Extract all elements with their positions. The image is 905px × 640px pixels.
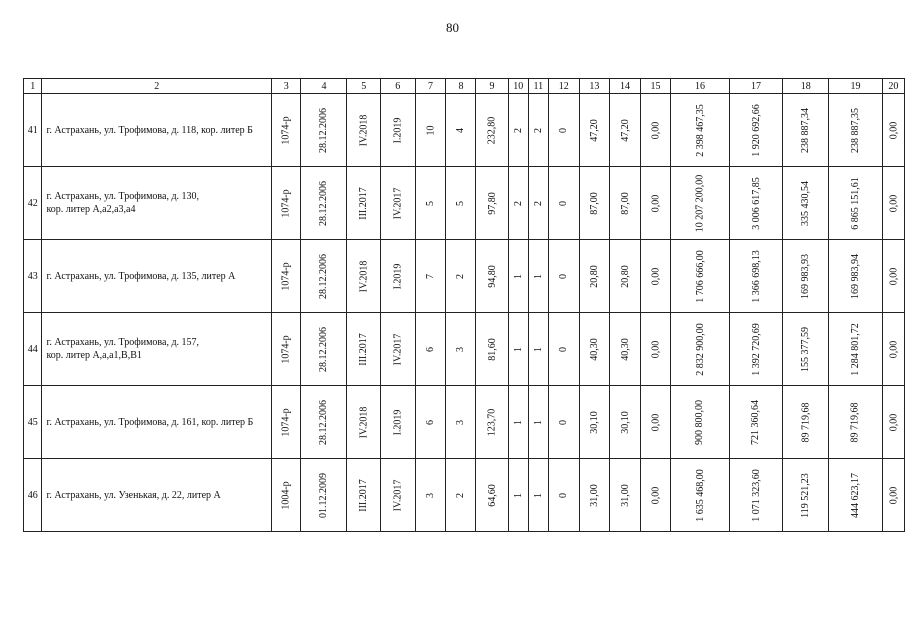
address-cell	[42, 94, 272, 167]
cell-value: 1 366 698,13	[750, 249, 762, 303]
cell-value: 444 623,17	[849, 472, 861, 518]
cell-c3	[272, 167, 301, 240]
cell-value: 238 887,34	[800, 107, 812, 153]
cell-value: 1074-р	[280, 334, 292, 364]
cell-c6	[380, 94, 415, 167]
cell-c18	[783, 313, 829, 386]
header-cell: 10	[508, 79, 528, 94]
cell-value: 0	[558, 419, 570, 425]
address-cell	[42, 167, 272, 240]
cell-value: 2 398 467,35	[694, 103, 706, 157]
cell-c19	[829, 313, 883, 386]
cell-value: 119 521,23	[800, 472, 812, 518]
cell-c12	[548, 240, 579, 313]
cell-value: 6	[425, 419, 436, 425]
cell-value: 81,60	[486, 337, 498, 361]
cell-value: IV.2017	[392, 479, 404, 511]
cell-c4	[301, 386, 347, 459]
cell-value: 0,00	[887, 194, 899, 212]
cell-c15	[640, 459, 671, 532]
cell-c11	[528, 459, 548, 532]
header-cell: 18	[783, 79, 829, 94]
row-number-cell: 44	[24, 313, 42, 386]
cell-c4	[301, 94, 347, 167]
header-cell: 13	[579, 79, 610, 94]
cell-value: IV.2018	[358, 260, 370, 292]
cell-c20	[882, 167, 904, 240]
cell-c12	[548, 313, 579, 386]
cell-c3	[272, 386, 301, 459]
cell-c5	[347, 94, 381, 167]
cell-value: 0	[558, 492, 570, 498]
header-cell: 2	[42, 79, 272, 94]
cell-value: 94,80	[486, 264, 498, 288]
cell-c15	[640, 313, 671, 386]
cell-c3	[272, 313, 301, 386]
cell-c19	[829, 386, 883, 459]
cell-value: 1	[532, 492, 544, 498]
cell-value: 0,00	[887, 486, 899, 504]
cell-value: 1074-р	[280, 407, 292, 437]
cell-value: 2	[532, 200, 544, 206]
cell-c4	[301, 459, 347, 532]
cell-c5	[347, 167, 381, 240]
cell-c6	[380, 240, 415, 313]
cell-c16	[671, 313, 730, 386]
address-line-2: кор. литер А,а,а1,В,В1	[46, 350, 142, 361]
cell-c10	[508, 94, 528, 167]
cell-value: 0	[558, 273, 570, 279]
cell-c9	[476, 94, 508, 167]
cell-c7	[415, 386, 446, 459]
cell-value: 0,00	[649, 413, 661, 431]
cell-c6	[380, 313, 415, 386]
cell-value: 01.12.2009	[318, 472, 330, 518]
cell-value: 1 920 692,66	[750, 103, 762, 157]
cell-c10	[508, 240, 528, 313]
cell-value: 1074-р	[280, 261, 292, 291]
address-line-1: г. Астрахань, ул. Трофимова, д. 157,	[46, 337, 200, 348]
cell-c5	[347, 240, 381, 313]
cell-value: 1	[512, 346, 524, 352]
header-cell: 6	[380, 79, 415, 94]
cell-c14	[610, 240, 641, 313]
header-cell: 5	[347, 79, 381, 94]
cell-value: 31,00	[619, 483, 631, 507]
cell-value: 4	[455, 127, 467, 133]
cell-c16	[671, 386, 730, 459]
cell-value: 1 706 666,00	[694, 249, 706, 303]
cell-value: 6 865 151,61	[849, 176, 861, 230]
header-cell: 15	[640, 79, 671, 94]
cell-c16	[671, 240, 730, 313]
cell-value: 5	[425, 200, 436, 206]
table-row	[24, 386, 905, 459]
cell-value: 1	[512, 419, 524, 425]
header-cell: 7	[415, 79, 446, 94]
cell-value: 169 983,93	[800, 253, 812, 299]
cell-c20	[882, 459, 904, 532]
table-row	[24, 240, 905, 313]
cell-c20	[882, 240, 904, 313]
cell-c10	[508, 386, 528, 459]
cell-c3	[272, 459, 301, 532]
cell-c17	[729, 459, 783, 532]
address-cell	[42, 240, 272, 313]
cell-c4	[301, 240, 347, 313]
cell-c7	[415, 313, 446, 386]
header-row	[24, 79, 905, 94]
cell-value: 87,00	[619, 191, 631, 215]
cell-c10	[508, 459, 528, 532]
cell-c16	[671, 94, 730, 167]
cell-value: 0,00	[887, 413, 899, 431]
header-cell: 16	[671, 79, 730, 94]
cell-value: 2	[455, 273, 467, 279]
cell-c18	[783, 167, 829, 240]
cell-value: 0,00	[649, 194, 661, 212]
cell-value: 7	[425, 273, 436, 279]
cell-c11	[528, 386, 548, 459]
cell-c17	[729, 167, 783, 240]
cell-c13	[579, 313, 610, 386]
cell-c14	[610, 94, 641, 167]
header-cell: 14	[610, 79, 641, 94]
cell-c15	[640, 386, 671, 459]
cell-value: 0	[558, 346, 570, 352]
cell-value: IV.2017	[392, 333, 404, 365]
cell-c13	[579, 459, 610, 532]
cell-value: 1 284 801,72	[849, 322, 861, 376]
cell-c14	[610, 313, 641, 386]
cell-c5	[347, 313, 381, 386]
address-line-1: г. Астрахань, ул. Узенькая, д. 22, литер А	[46, 489, 221, 501]
address-cell	[42, 313, 272, 386]
row-number-cell: 42	[24, 167, 42, 240]
cell-value: 89 719,68	[849, 402, 861, 442]
cell-value: 28.12.2006	[318, 180, 330, 226]
address-cell	[42, 459, 272, 532]
cell-c4	[301, 313, 347, 386]
cell-value: 30,10	[588, 410, 600, 434]
cell-c16	[671, 459, 730, 532]
cell-c9	[476, 313, 508, 386]
cell-value: 123,70	[486, 408, 498, 436]
cell-c15	[640, 94, 671, 167]
cell-value: 89 719,68	[800, 402, 812, 442]
cell-c5	[347, 386, 381, 459]
cell-c12	[548, 94, 579, 167]
cell-value: 1	[532, 346, 544, 352]
address-line-1: г. Астрахань, ул. Трофимова, д. 135, литер А	[46, 270, 236, 282]
cell-value: 20,80	[619, 264, 631, 288]
cell-c10	[508, 313, 528, 386]
header-cell: 8	[446, 79, 476, 94]
header-cell: 11	[528, 79, 548, 94]
cell-value: III.2017	[358, 332, 370, 366]
cell-c17	[729, 313, 783, 386]
cell-c12	[548, 459, 579, 532]
cell-c15	[640, 240, 671, 313]
cell-c18	[783, 240, 829, 313]
cell-c5	[347, 459, 381, 532]
cell-value: 1074-р	[280, 188, 292, 218]
cell-value: I.2019	[392, 117, 404, 143]
address-line-1: г. Астрахань, ул. Трофимова, д. 161, кор. литер Б	[46, 416, 254, 428]
cell-c13	[579, 94, 610, 167]
cell-value: 1 635 468,00	[694, 468, 706, 522]
cell-c15	[640, 167, 671, 240]
table-row	[24, 167, 905, 240]
cell-value: 238 887,35	[849, 107, 861, 153]
cell-c19	[829, 240, 883, 313]
cell-c11	[528, 94, 548, 167]
cell-value: 47,20	[619, 118, 631, 142]
cell-value: 40,30	[588, 337, 600, 361]
cell-value: 0,00	[649, 267, 661, 285]
cell-c12	[548, 386, 579, 459]
address-line-2: кор. литер А,а2,а3,а4	[46, 204, 136, 215]
cell-value: IV.2017	[392, 187, 404, 219]
cell-c6	[380, 386, 415, 459]
header-cell: 19	[829, 79, 883, 94]
cell-value: 10 207 200,00	[694, 174, 706, 232]
table-row	[24, 94, 905, 167]
table-row	[24, 313, 905, 386]
cell-value: 1	[512, 492, 524, 498]
cell-value: 28.12.2006	[318, 253, 330, 299]
cell-c14	[610, 459, 641, 532]
cell-c10	[508, 167, 528, 240]
cell-c8	[446, 240, 476, 313]
cell-value: 40,30	[619, 337, 631, 361]
cell-c6	[380, 459, 415, 532]
cell-value: 1	[532, 419, 544, 425]
row-number-cell: 41	[24, 94, 42, 167]
cell-value: 28.12.2006	[318, 107, 330, 153]
cell-c14	[610, 386, 641, 459]
cell-value: 2	[455, 492, 467, 498]
address-cell	[42, 386, 272, 459]
cell-c20	[882, 94, 904, 167]
data-table	[23, 78, 905, 532]
cell-value: I.2019	[392, 263, 404, 289]
cell-c17	[729, 386, 783, 459]
header-cell: 3	[272, 79, 301, 94]
cell-value: 0,00	[649, 340, 661, 358]
cell-c14	[610, 167, 641, 240]
cell-value: 28.12.2006	[318, 326, 330, 372]
cell-value: 3	[455, 419, 467, 425]
header-cell: 1	[24, 79, 42, 94]
cell-value: 0	[558, 200, 570, 206]
cell-value: IV.2018	[358, 406, 370, 438]
cell-value: 20,80	[588, 264, 600, 288]
cell-value: 2	[532, 127, 544, 133]
cell-value: 31,00	[588, 483, 600, 507]
row-number-cell: 43	[24, 240, 42, 313]
cell-c11	[528, 240, 548, 313]
cell-value: 1	[512, 273, 524, 279]
cell-value: 721 360,64	[750, 399, 762, 445]
cell-c13	[579, 167, 610, 240]
cell-value: 47,20	[588, 118, 600, 142]
cell-c13	[579, 386, 610, 459]
cell-c20	[882, 313, 904, 386]
cell-value: III.2017	[358, 186, 370, 220]
cell-c9	[476, 386, 508, 459]
cell-value: 97,80	[486, 191, 498, 215]
cell-value: 169 983,94	[849, 253, 861, 299]
cell-c8	[446, 386, 476, 459]
cell-c8	[446, 459, 476, 532]
cell-value: 6	[425, 346, 436, 352]
cell-c9	[476, 240, 508, 313]
cell-c7	[415, 167, 446, 240]
cell-c9	[476, 459, 508, 532]
cell-c7	[415, 240, 446, 313]
cell-value: I.2019	[392, 409, 404, 435]
cell-c18	[783, 386, 829, 459]
header-cell: 17	[729, 79, 783, 94]
cell-value: 2	[512, 200, 524, 206]
header-cell: 4	[301, 79, 347, 94]
cell-c19	[829, 94, 883, 167]
cell-value: 2	[512, 127, 524, 133]
cell-c11	[528, 313, 548, 386]
cell-value: 0,00	[887, 340, 899, 358]
cell-value: 1 392 720,69	[750, 322, 762, 376]
cell-c16	[671, 167, 730, 240]
cell-value: 155 377,59	[800, 326, 812, 372]
cell-value: 28.12.2006	[318, 399, 330, 445]
cell-c4	[301, 167, 347, 240]
cell-value: 0	[558, 127, 570, 133]
cell-c12	[548, 167, 579, 240]
cell-value: 1	[532, 273, 544, 279]
cell-value: IV.2018	[358, 114, 370, 146]
cell-c11	[528, 167, 548, 240]
cell-value: 900 800,00	[694, 399, 706, 445]
address-line-1: г. Астрахань, ул. Трофимова, д. 118, кор. литер Б	[46, 124, 253, 136]
header-cell: 12	[548, 79, 579, 94]
cell-c7	[415, 94, 446, 167]
cell-value: 64,60	[486, 483, 498, 507]
cell-value: 5	[455, 200, 467, 206]
cell-c19	[829, 167, 883, 240]
cell-c13	[579, 240, 610, 313]
cell-value: 0,00	[887, 267, 899, 285]
cell-value: 87,00	[588, 191, 600, 215]
cell-c6	[380, 167, 415, 240]
cell-value: 3	[425, 492, 436, 498]
cell-c20	[882, 386, 904, 459]
table-row	[24, 459, 905, 532]
cell-value: 0,00	[887, 121, 899, 139]
page-number: 80	[446, 20, 459, 35]
cell-c18	[783, 94, 829, 167]
cell-value: 232,80	[486, 116, 498, 144]
cell-value: 3 006 617,85	[750, 176, 762, 230]
row-number-cell: 45	[24, 386, 42, 459]
cell-value: 10	[425, 125, 436, 135]
cell-c8	[446, 94, 476, 167]
cell-c19	[829, 459, 883, 532]
cell-c8	[446, 167, 476, 240]
cell-value: 1 071 323,60	[750, 468, 762, 522]
row-number-cell: 46	[24, 459, 42, 532]
cell-c3	[272, 94, 301, 167]
cell-value: 0,00	[649, 121, 661, 139]
cell-value: 3	[455, 346, 467, 352]
cell-c17	[729, 240, 783, 313]
cell-c9	[476, 167, 508, 240]
cell-value: 2 832 900,00	[694, 322, 706, 376]
header-cell: 20	[882, 79, 904, 94]
cell-value: 1004-р	[280, 480, 292, 510]
cell-value: 0,00	[649, 486, 661, 504]
cell-value: III.2017	[358, 478, 370, 512]
cell-c7	[415, 459, 446, 532]
cell-c3	[272, 240, 301, 313]
cell-value: 30,10	[619, 410, 631, 434]
cell-c8	[446, 313, 476, 386]
cell-c18	[783, 459, 829, 532]
cell-value: 1074-р	[280, 115, 292, 145]
cell-c17	[729, 94, 783, 167]
cell-value: 335 430,54	[800, 180, 812, 226]
header-cell: 9	[476, 79, 508, 94]
address-line-1: г. Астрахань, ул. Трофимова, д. 130,	[46, 191, 200, 202]
